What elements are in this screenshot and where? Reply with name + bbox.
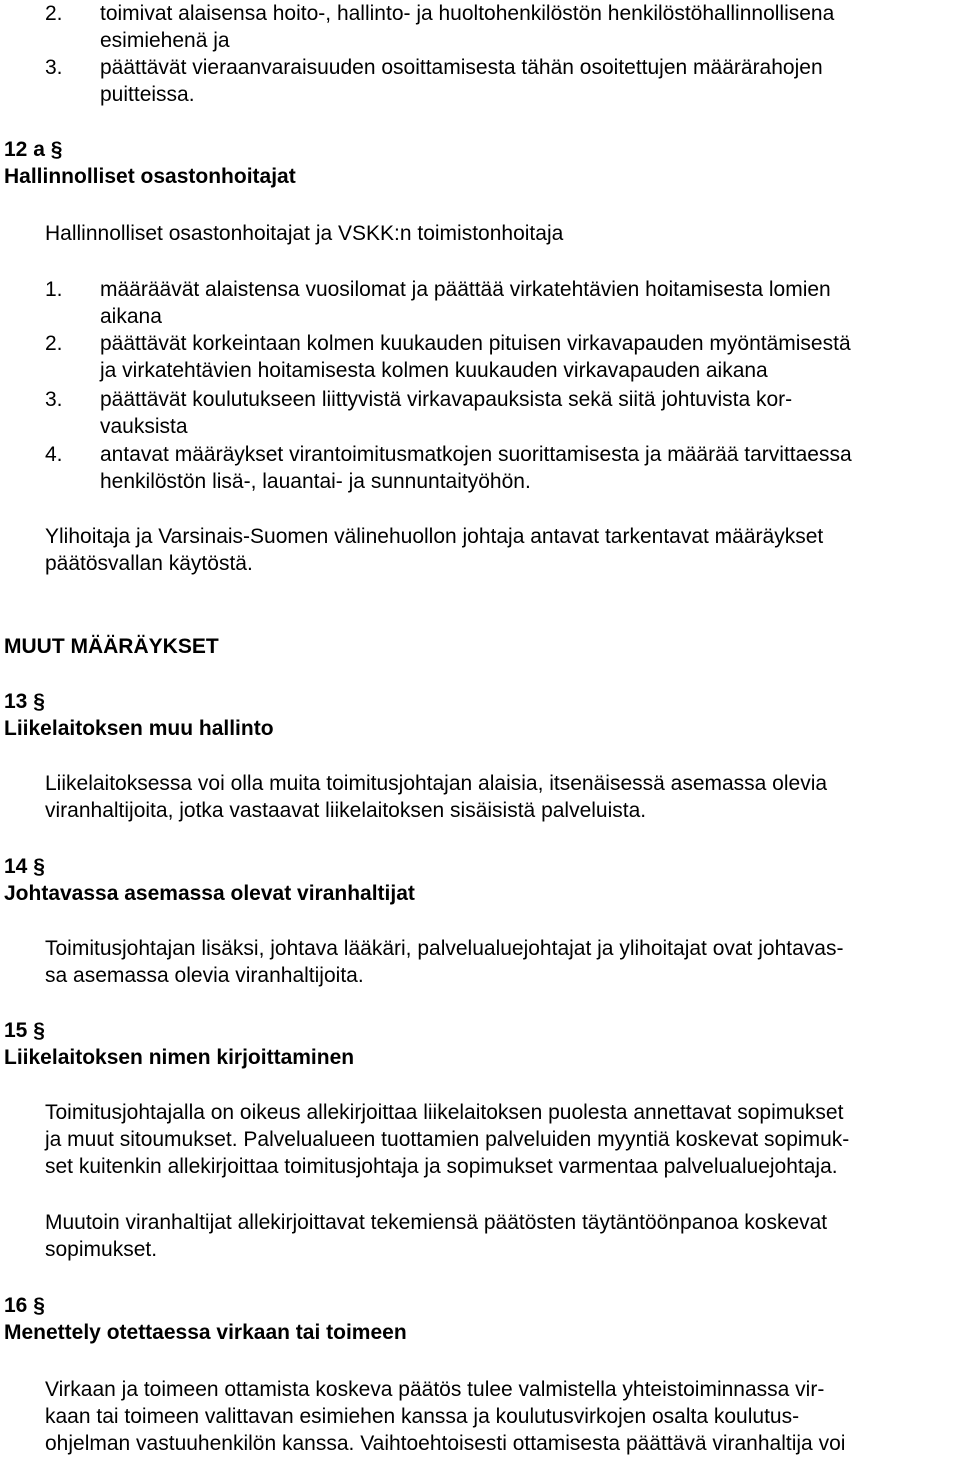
list-item-text: antavat määräykset virantoimitusmatkojen suorittamisesta ja määrää tarvittaessa [100,443,852,466]
list-number: 4. [45,443,63,466]
section-number [4,1292,45,1319]
section-title: Liikelaitoksen muu hallinto [4,717,274,740]
list-item-text: henkilöstön lisä-, lauantai- ja sunnuntaityöhön. [100,470,531,493]
list-number: 2. [45,2,63,25]
section-number [4,136,62,163]
list-item-text: vauksista [100,415,188,438]
paragraph-line: sa asemassa olevia viranhaltijoita. [45,964,364,987]
list-item-text: määräävät alaistensa vuosilomat ja päättää virkatehtävien hoitamisesta lomien [100,278,831,301]
section-number [4,1017,45,1044]
chapter-heading: MUUT MÄÄRÄYKSET [4,635,219,658]
section-number-text: 14 [4,855,28,878]
paragraph-line: sopimukset. [45,1238,158,1261]
list-item-text: toimivat alaisensa hoito-, hallinto- ja huoltohenkilöstön henkilöstöhallinnollisena [100,2,835,25]
paragraph-line: Muutoin viranhaltijat allekirjoittavat tekemiensä päätösten täytäntöönpanoa koskevat [45,1211,828,1234]
section-sign-icon: § [33,855,45,878]
section-number-text: 16 [4,1294,28,1317]
paragraph-line: viranhaltijoita, jotka vastaavat liikelaitoksen sisäisistä palveluista. [45,799,647,822]
paragraph-line: kaan tai toimeen valittavan esimiehen kanssa ja koulutusvirkojen osalta koulutus- [45,1405,800,1428]
section-sign-icon: § [33,690,45,713]
paragraph-line: ohjelman vastuuhenkilön kanssa. Vaihtoehtoisesti ottamisesta päättävä viranhaltija voi [45,1432,846,1455]
list-item-text: päättävät koulutukseen liittyvistä virkavapauksista sekä siitä johtuvista kor- [100,388,793,411]
paragraph-line: Liikelaitoksessa voi olla muita toimitusjohtajan alaisia, itsenäisessä asemassa olevia [45,772,828,795]
section-number [4,688,45,715]
list-number: 3. [45,56,63,79]
paragraph-line: Toimitusjohtajan lisäksi, johtava lääkäri, palvelualuejohtajat ja ylihoitajat ovat johtavas- [45,937,844,960]
section-title: Menettely otettaessa virkaan tai toimeen [4,1321,407,1344]
section-title: Hallinnolliset osastonhoitajat [4,165,296,188]
list-item-text: esimiehenä ja [100,29,230,52]
section-sign-icon: § [33,1294,45,1317]
list-number: 3. [45,388,63,411]
section-title: Liikelaitoksen nimen kirjoittaminen [4,1046,355,1069]
section-number-text: 12 a [4,138,45,161]
list-number: 2. [45,332,63,355]
paragraph-line: Toimitusjohtajalla on oikeus allekirjoittaa liikelaitoksen puolesta annettavat sopimukset [45,1101,844,1124]
list-number: 1. [45,278,63,301]
list-item-text: päättävät korkeintaan kolmen kuukauden pituisen virkavapauden myöntämisestä [100,332,851,355]
section-title: Johtavassa asemassa olevat viranhaltijat [4,882,415,905]
list-item-text: ja virkatehtävien hoitamisesta kolmen kuukauden virkavapauden aikana [100,359,768,382]
list-item-text: päättävät vieraanvaraisuuden osoittamisesta tähän osoitettujen määrärahojen [100,56,823,79]
section-sign-icon: § [33,1019,45,1042]
paragraph-line: päätösvallan käytöstä. [45,552,253,575]
section-sign-icon: § [50,138,63,161]
paragraph-line: Hallinnolliset osastonhoitajat ja VSKK:n toimistonhoitaja [45,222,564,245]
section-number-text: 15 [4,1019,28,1042]
section-number [4,853,45,880]
list-item-text: aikana [100,305,162,328]
list-item-text: puitteissa. [100,83,195,106]
paragraph-line: Ylihoitaja ja Varsinais-Suomen välinehuollon johtaja antavat tarkentavat määräykset [45,525,824,548]
paragraph-line: ja muut sitoumukset. Palvelualueen tuottamien palveluiden myyntiä koskevat sopimuk- [45,1128,850,1151]
paragraph-line: set kuitenkin allekirjoittaa toimitusjohtaja ja sopimukset varmentaa palvelualuejohtaja. [45,1155,838,1178]
section-number-text: 13 [4,690,28,713]
paragraph-line: Virkaan ja toimeen ottamista koskeva päätös tulee valmistella yhteistoiminnassa vir- [45,1378,825,1401]
